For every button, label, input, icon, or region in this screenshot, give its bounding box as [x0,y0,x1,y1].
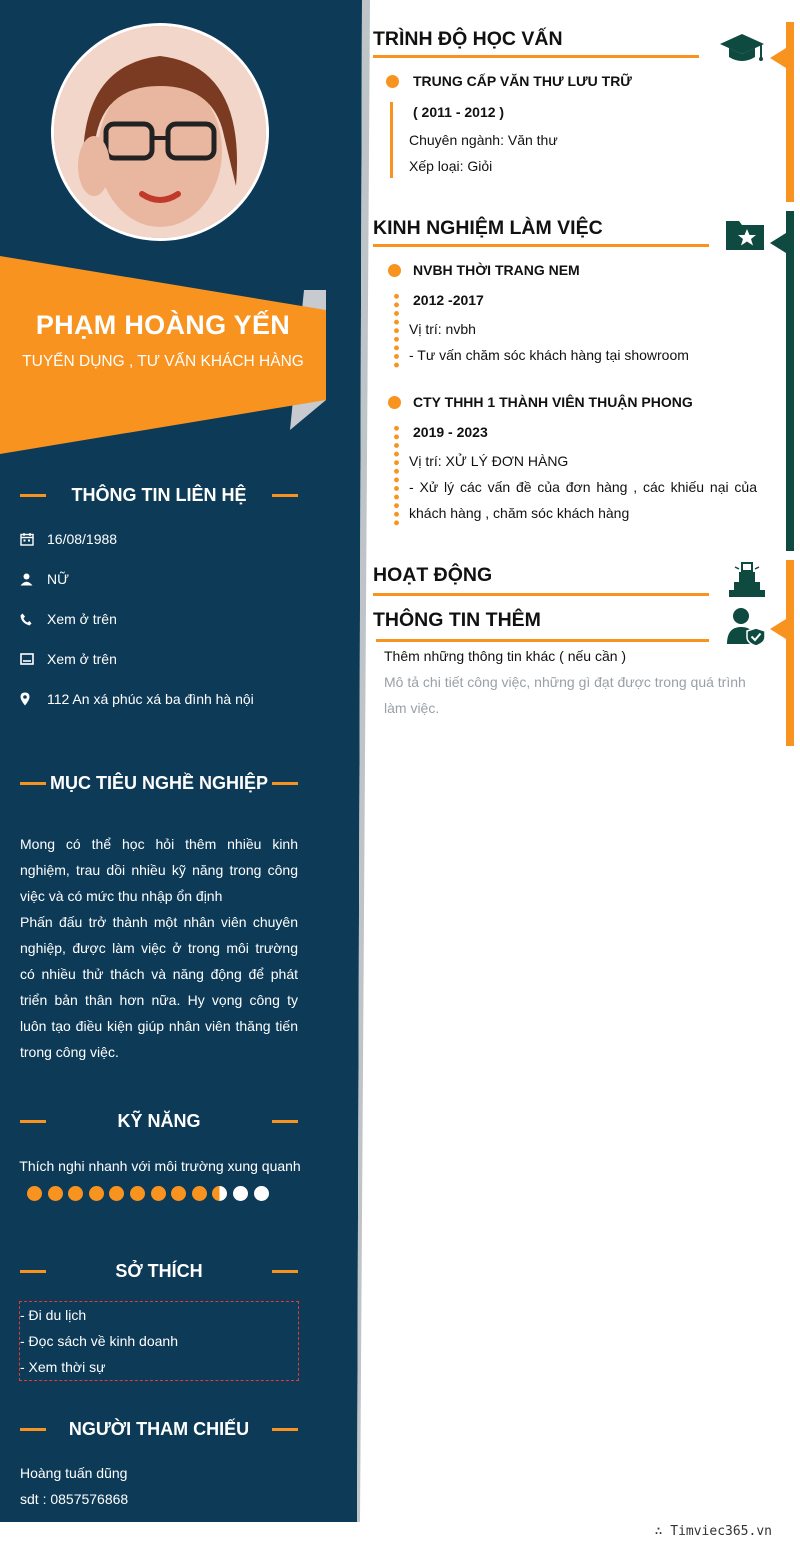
heading-dash [20,1270,46,1273]
graduation-cap-icon [719,32,765,69]
birthday-value: 16/08/1988 [47,531,118,547]
skill-dot [130,1186,145,1201]
education-school: TRUNG CẤP VĂN THƯ LƯU TRỮ [413,73,632,89]
timeline-dot [388,264,401,277]
skill-dot [68,1186,83,1201]
job-description: - Xử lý các vấn đề của đơn hàng , các khiếu nại của khách hàng , chăm sóc khách hàng [409,479,757,521]
education-pointer [770,48,786,68]
experience-heading: KINH NGHIỆM LÀM VIỆC [373,217,603,239]
timeline-dot [386,75,399,88]
skill-dot [233,1186,248,1201]
contact-email [20,651,310,667]
reference-phone: sdt : 0857576868 [20,1491,129,1507]
reference-name: Hoàng tuấn dũng [20,1465,128,1481]
reference-heading-label: NGƯỜI THAM CHIẾU [68,1419,250,1439]
skill-dot [27,1186,42,1201]
heading-dash [20,782,46,785]
skill-dot [89,1186,104,1201]
folder-star-icon [725,217,765,256]
job-description: - Tư vấn chăm sóc khách hàng tại showroom [409,347,689,363]
extra-heading: THÔNG TIN THÊM [373,609,541,631]
phone-icon [20,613,47,626]
skill-name: Thích nghi nhanh với môi trường xung quanh [19,1158,301,1174]
user-icon [20,573,47,586]
objective-paragraph: Phấn đấu trở thành một nhân viên chuyên nghiệp, được làm việc ở trong môi trường có nhiều thử thách và năng động để phát triển bản thân hơn nữa. Hy vọng công ty luôn tạo điều kiện giúp nhân viên thăng tiến trong công việc. [20,914,298,1060]
education-heading: TRÌNH ĐỘ HỌC VẤN [373,28,563,50]
skill-rating [27,1186,269,1201]
skill-dot [48,1186,63,1201]
education-major: Chuyên ngành: Văn thư [409,132,558,148]
heading-dash [20,494,46,497]
objective-heading [20,773,298,794]
gender-value: NỮ [47,571,70,587]
hobby-item: - Đọc sách về kinh doanh [20,1333,178,1349]
heading-dash [20,1428,46,1431]
skill-dot [212,1186,227,1201]
calendar-icon [20,532,47,546]
education-grade: Xếp loại: Giỏi [409,158,493,174]
timeline-dot [388,396,401,409]
footer-brand: ∴ Timviec365.vn [654,1524,772,1539]
activities-heading: HOẠT ĐỘNG [373,564,493,586]
contact-gender [20,571,310,587]
extra-line-1: Thêm những thông tin khác ( nếu cần ) [384,648,627,664]
podium-icon [728,560,766,603]
objective-paragraph: Mong có thể học hỏi thêm nhiều kinh nghiệm, trau dồi nhiều kỹ năng trong công việc và có mức thu nhập ổn định [20,836,298,904]
hobby-item: - Đi du lịch [20,1307,87,1323]
education-period: ( 2011 - 2012 ) [413,104,505,120]
contact-birthday [20,531,310,547]
user-shield-icon [726,606,766,651]
candidate-job-title: TUYỂN DỤNG , TƯ VẤN KHÁCH HÀNG [22,353,304,370]
job-timeline-dots [394,424,399,527]
contact-heading [20,485,298,506]
objective-heading-label: MỤC TIÊU NGHỀ NGHIỆP [49,773,268,793]
reference-heading [20,1419,298,1440]
skill-dot [254,1186,269,1201]
hobbies-heading [20,1261,298,1282]
objective-text [20,831,298,1065]
job-position: Vị trí: nvbh [409,321,476,337]
experience-underline [373,244,709,247]
heading-dash [272,1428,298,1431]
job-period: 2012 -2017 [413,292,484,308]
job-position: Vị trí: XỬ LÝ ĐƠN HÀNG [409,453,569,469]
extra-line-2: Mô tả chi tiết công việc, những gì đạt được trong quá trình làm việc. [384,674,746,716]
activities-underline [373,593,709,596]
skills-heading-label: KỸ NĂNG [117,1111,201,1131]
address-value: 112 An xá phúc xá ba đình hà nội [47,691,254,707]
education-underline [373,55,699,58]
job-company: NVBH THỜI TRANG NEM [413,262,580,278]
job-timeline-dots [394,292,399,368]
skill-dot [151,1186,166,1201]
activities-strip [786,560,794,746]
map-marker-icon [20,692,47,706]
phone-value: Xem ở trên [47,611,117,627]
heading-dash [272,494,298,497]
contact-phone [20,611,310,627]
email-value: Xem ở trên [47,651,117,667]
heading-dash [272,782,298,785]
skill-dot [109,1186,124,1201]
experience-pointer [770,233,786,253]
experience-strip [786,211,794,551]
job-company: CTY THHH 1 THÀNH VIÊN THUẬN PHONG [413,394,693,410]
skills-heading [20,1111,298,1132]
candidate-name: PHẠM HOÀNG YẾN [35,310,291,340]
hobbies-list [19,1301,299,1381]
extra-pointer [770,619,786,639]
hobbies-heading-label: SỞ THÍCH [115,1261,203,1281]
heading-dash [272,1270,298,1273]
heading-dash [20,1120,46,1123]
hobby-item: - Xem thời sự [20,1359,106,1375]
extra-underline [376,639,709,642]
education-strip [786,22,794,202]
job-period: 2019 - 2023 [413,424,488,440]
heading-dash [272,1120,298,1123]
envelope-icon [20,653,47,665]
skill-dot [192,1186,207,1201]
skill-dot [171,1186,186,1201]
contact-heading-label: THÔNG TIN LIÊN HỆ [71,485,247,505]
education-timeline-bar [390,102,393,178]
contact-address [20,691,310,707]
profile-photo [51,23,269,241]
